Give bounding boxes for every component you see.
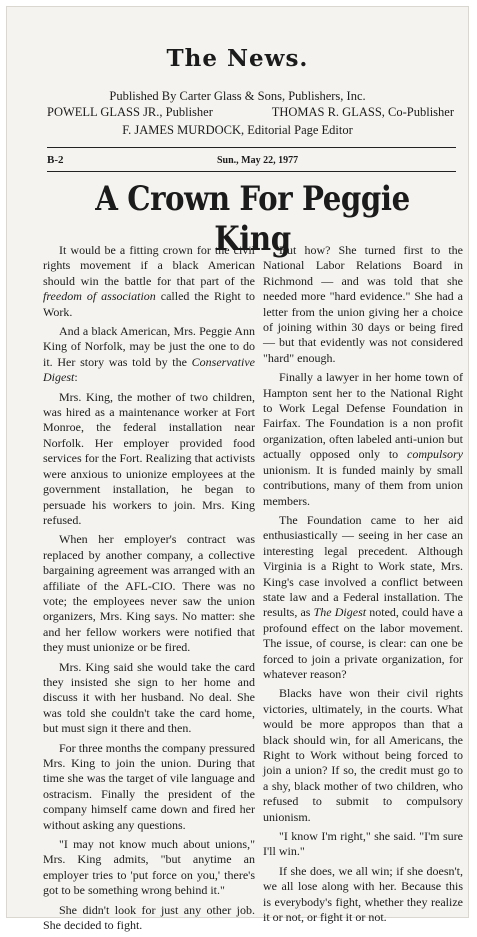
paragraph: And a black American, Mrs. Peggie Ann King of Norfolk, may be just the one to do it. Her story was told by the Conservative Digest: — [43, 324, 255, 385]
editor-line: F. JAMES MURDOCK, Editorial Page Editor — [122, 123, 353, 137]
paragraph: The Foundation came to her aid enthusiastically — seeing in her case an interesting legal precedent. Although Virginia is a Right to Work state, Mrs. King's case involved a conflict between state law and a Federal installation. The results, as The Digest noted, could have a profound effect on the labor movement. The issue, of course, is clear: can one be forced to join a private organization, for whatever reason? — [263, 512, 463, 681]
paragraph: When her employer's contract was replaced by another company, a collective bargaining agreement was arranged with an affiliate of the AFL-CIO. There was no vote; the employees never saw the union organizers, Mrs. King says. No matter: she and her fellow workers were notified that they must unionize or be fired. — [43, 532, 255, 655]
paragraph: "I may not know much about unions," Mrs. King admits, "but anytime an employer tries to 'put force on you,' there's got to be something wrong behind it." — [43, 837, 255, 898]
page-number: B-2 — [47, 154, 64, 166]
co-publisher-name: THOMAS R. GLASS, Co-Publisher — [271, 105, 454, 119]
headline: A Crown For Peggie King — [95, 179, 410, 259]
publishers-row — [47, 105, 454, 120]
paragraph: But how? She turned first to the National Labor Relations Board in Richmond — and was told that she needed more "hard evidence." She had a letter from the union giving her a choice of joining within 30 days or being fired — but that evidently was not considered "hard" enough. — [263, 243, 463, 365]
paragraph: Blacks have won their civil rights victories, ultimately, in the courts. What would be more appropos than that a black should win, for all Americans, the Right to Work without being forced to join a union? If so, the credit must go to a shy, black mother of two children, who refused to submit to compulsory unionism. — [263, 686, 463, 824]
paragraph: For three months the company pressured Mrs. King to join the union. During that time she was the target of vile language and ostracism. Finally the president of the company himself came down and fired her without asking any questions. — [43, 740, 255, 832]
paragraph: She didn't look for just any other job. She decided to fight. — [43, 902, 255, 933]
newspaper-clipping — [6, 6, 469, 933]
paragraph: "I know I'm right," she said. "I'm sure I'll win." — [263, 829, 463, 859]
top-rule — [47, 147, 456, 148]
paragraph: Finally a lawyer in her home town of Hampton sent her to the National Right to Work Legal Defense Foundation in Fairfax. The Foundation is a non profit organization, often labeled anti-union but actually opposed only to compulsory unionism. It is funded mainly by small contributions, many of them from union members. — [263, 370, 463, 508]
masthead: The News. — [166, 45, 309, 72]
dateline: Sun., May 22, 1977 — [217, 155, 299, 166]
published-by-line: Published By Carter Glass & Sons, Publishers, Inc. — [109, 89, 366, 103]
paragraph: Mrs. King, the mother of two children, was hired as a maintenance worker at Fort Monroe, the federal installation near Norfolk. Her employer provided food services for the Fort. Realizing that activists were anxious to unionize employees at the government installation, he began to persuade his workers to join. Mrs. King refused. — [43, 389, 255, 527]
right-column — [263, 243, 463, 929]
paragraph: If she does, we all win; if she doesn't, we all lose along with her. Because this is everybody's fight, whether they realize it or not, or fight it or not. — [263, 863, 463, 925]
left-column — [43, 243, 255, 937]
publisher-name: POWELL GLASS JR., Publisher — [47, 105, 213, 119]
bottom-rule — [47, 171, 456, 172]
paragraph: Mrs. King said she would take the card they insisted she sign to her home and discuss it with her husband. No deal. She was told she couldn't take the card home, but must sign it there and then. — [43, 659, 255, 736]
paragraph: It would be a fitting crown for the civil rights movement if a black American should win the battle for that part of the freedom of association called the Right to Work. — [43, 243, 255, 319]
